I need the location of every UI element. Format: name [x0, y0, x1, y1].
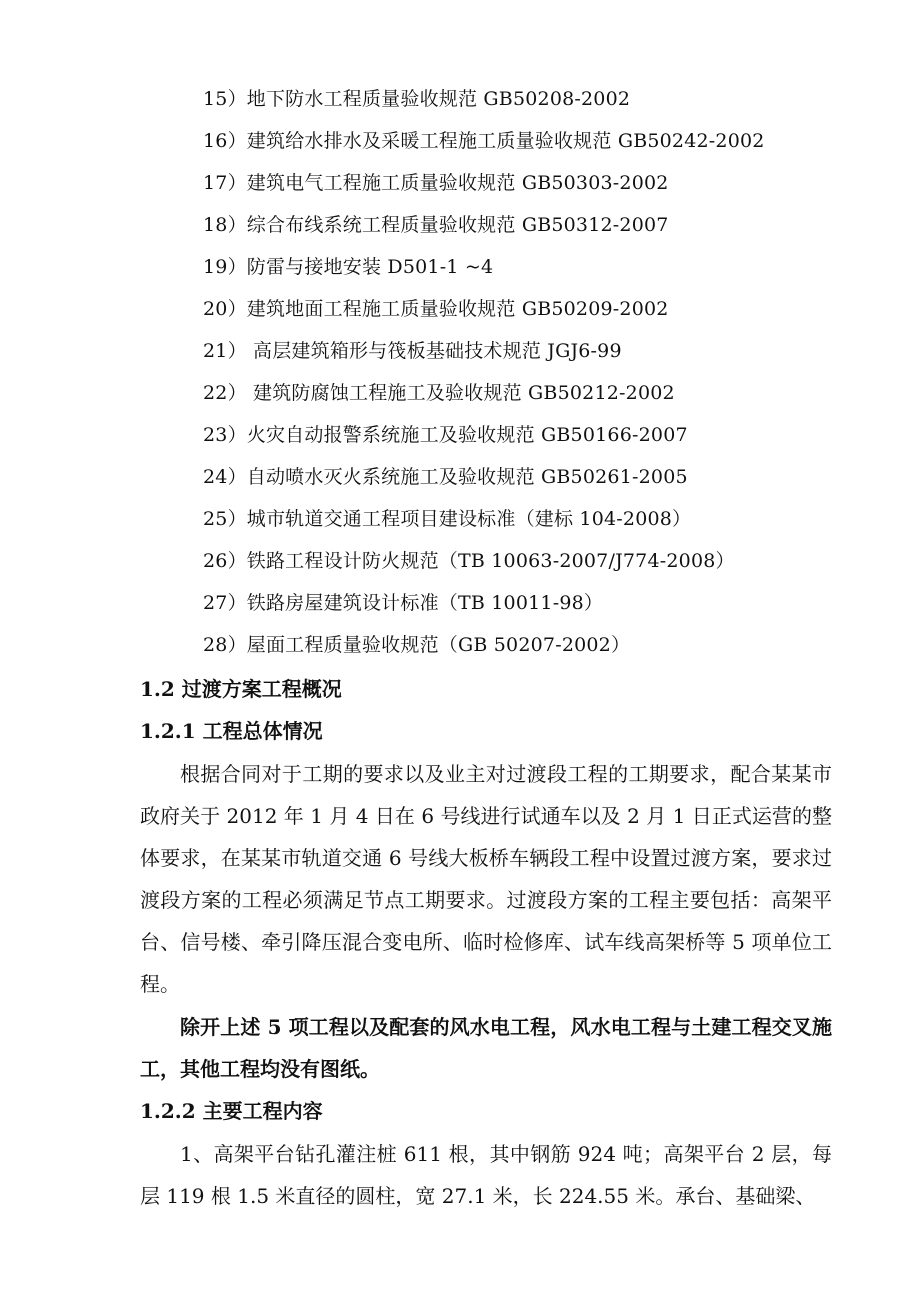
section-heading-1-2-1: 1.2.1 工程总体情况 [140, 719, 323, 743]
list-item: 24）自动喷水灭火系统施工及验收规范 GB50261-2005 [203, 466, 688, 488]
list-item: 20）建筑地面工程施工质量验收规范 GB50209-2002 [203, 298, 669, 320]
list-item: 23）火灾自动报警系统施工及验收规范 GB50166-2007 [203, 424, 688, 446]
list-item: 25）城市轨道交通工程项目建设标准（建标 104-2008） [203, 508, 692, 530]
paragraph-note: 除开上述 5 项工程以及配套的风水电工程，风水电工程与土建工程交叉施工，其他工程均没有图纸。 [140, 1015, 832, 1081]
list-item: 17）建筑电气工程施工质量验收规范 GB50303-2002 [203, 172, 669, 194]
list-item: 22） 建筑防腐蚀工程施工及验收规范 GB50212-2002 [203, 382, 675, 404]
paragraph-overview: 根据合同对于工期的要求以及业主对过渡段工程的工期要求，配合某某市政府关于 2012 年 1 月 4 日在 6 号线进行试通车以及 2 月 1 日正式运营的整体要求，在某某市轨道交通 6 号线大板桥车辆段工程中设置过渡方案，要求过渡段方案的工程必须满足节点工期要求。过渡段方案的工程主要包括：高架平台、信号楼、牵引降压混合变电所、临时检修库、试车线高架桥等 5 项单位工程。 [140, 762, 832, 996]
paragraph-main-works: 1、高架平台钻孔灌注桩 611 根，其中钢筋 924 吨；高架平台 2 层，每层 119 根 1.5 米直径的圆柱，宽 27.1 米，长 224.55 米。承台、基础梁、 [140, 1142, 832, 1208]
list-item: 19）防雷与接地安装 D501-1 ~4 [203, 256, 494, 278]
list-item: 18）综合布线系统工程质量验收规范 GB50312-2007 [203, 214, 669, 236]
list-item: 26）铁路工程设计防火规范（TB 10063-2007/J774-2008） [203, 550, 735, 572]
list-item: 28）屋面工程质量验收规范（GB 50207-2002） [203, 634, 631, 656]
list-item: 27）铁路房屋建筑设计标准（TB 10011-98） [203, 592, 604, 614]
list-item: 16）建筑给水排水及采暖工程施工质量验收规范 GB50242-2002 [203, 130, 765, 152]
reference-standards-list [203, 82, 765, 670]
list-item: 21） 高层建筑箱形与筏板基础技术规范 JGJ6-99 [203, 340, 622, 362]
section-heading-1-2: 1.2 过渡方案工程概况 [140, 677, 342, 701]
section-heading-1-2-2: 1.2.2 主要工程内容 [140, 1099, 323, 1123]
list-item: 15）地下防水工程质量验收规范 GB50208-2002 [203, 88, 631, 110]
